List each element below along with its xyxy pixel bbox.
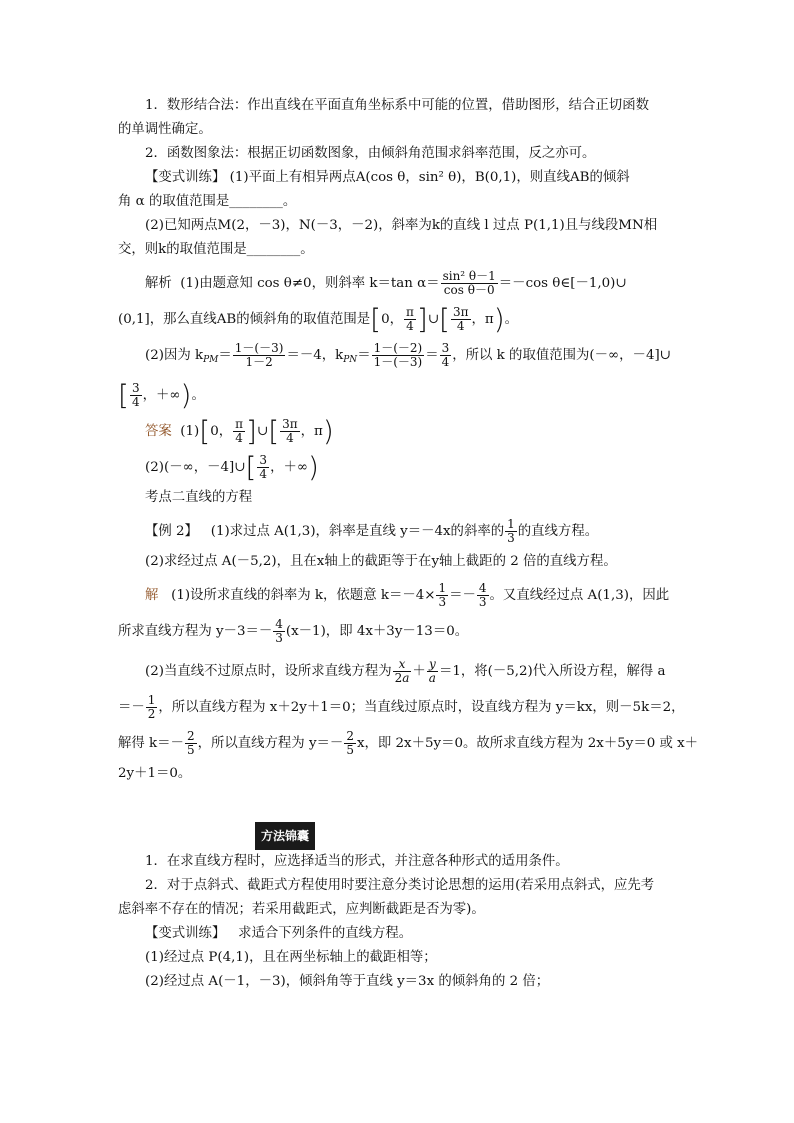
- answer-label: 答案: [145, 424, 172, 439]
- variant2-q1: (1)经过点 P(4,1)，且在两坐标轴上的截距相等；: [145, 950, 437, 965]
- solution-line-4: ＝－ $\frac{1}{2}$ ，所以直线方程为 x＋2y＋1＝0；当直线过原点时，设直线方程为 y＝kx，则－5k＝2，: [118, 693, 685, 721]
- solution-line-6: 2y＋1＝0。: [118, 766, 192, 781]
- analysis-line-2: (0,1]，那么直线AB的倾斜角的取值范围是[0， $\frac{\pi}{4}$ ]∪[ $\frac{3\pi}{4}$ ，π)。: [118, 302, 519, 336]
- solution-line-5: 解得 k＝－ $\frac{2}{5}$ ，所以直线方程为 y＝－ $\frac{2}{5}$ x，即 2x＋5y＝0。故所求直线方程为 2x＋5y＝0 或 x＋: [118, 729, 699, 757]
- variant1-q1-line-a: [118, 166, 678, 190]
- answer-line-2: (2)(－∞，－4]∪[ $\frac{3}{4}$ ，＋∞): [145, 450, 319, 484]
- three-pi-over-4: $\frac{3\pi}{4}$: [452, 305, 469, 333]
- solution-label: 解: [145, 588, 159, 603]
- method-box-title: 方法锦囊: [255, 822, 315, 850]
- document-body: [118, 94, 699, 994]
- method-box-tip-2a: 2．对于点斜式、截距式方程使用时要注意分类讨论思想的运用(若采用点斜式，应先考: [145, 878, 655, 893]
- slope-fraction: $\frac{\text{sin² θ－1}}{\text{cos θ－0}}$: [442, 269, 496, 297]
- analysis-line-4: [ $\frac{3}{4}$ ，＋∞)。: [118, 378, 205, 412]
- pi-over-4: $\frac{\pi}{4}$: [405, 305, 414, 333]
- example2-q1: 【例 2】 (1)求过点 A(1,3)，斜率是直线 y＝－4x的斜率的 $\frac{1}{3}$ 的直线方程。: [145, 517, 599, 545]
- variant2-label: 【变式训练】: [145, 926, 226, 941]
- kpm-fraction: $\frac{1-(-3)}{1-2}$: [234, 341, 284, 369]
- variant1-q1-line-b: 角 α 的取值范围是________。: [118, 194, 297, 209]
- solution-line-1: 解 (1)设所求直线的斜率为 k，依题意 k＝－4× $\frac{1}{3}$ ＝－ $\frac{4}{3}$ 。又直线经过点 A(1,3)，因此: [145, 581, 670, 609]
- variant2-intro: 【变式训练】 求适合下列条件的直线方程。: [145, 926, 413, 941]
- example2-label: 【例 2】: [145, 524, 198, 539]
- variant1-q1-text: (1)平面上有相异两点A(cos θ，sin² θ)，B(0,1)，则直线AB的倾斜: [229, 170, 630, 185]
- method-2: 2．函数图象法：根据正切函数图象，由倾斜角范围求斜率范围，反之亦可。: [145, 146, 596, 161]
- variant1-label: 【变式训练】: [145, 170, 226, 185]
- analysis-line-1: [118, 266, 678, 302]
- analysis-label: 解析: [145, 276, 172, 291]
- variant1-q2-line-b: 交，则k的取值范围是________。: [118, 242, 314, 257]
- example2-q2: (2)求经过点 A(－5,2)，且在x轴上的截距等于在y轴上截距的 2 倍的直线方程。: [145, 554, 617, 569]
- analysis-text-1-end: ＝－cos θ∈[－1,0)∪: [498, 276, 627, 291]
- answer-line-1: 答案 (1)[0， $\frac{\pi}{4}$ ]∪[ $\frac{3\pi}{4}$ ，π): [145, 414, 334, 448]
- analysis-text-2: (0,1]，那么直线AB的倾斜角的取值范围是: [118, 312, 371, 327]
- method-box-row: [118, 822, 678, 850]
- solution-line-2: 所求直线方程为 y－3＝－ $\frac{4}{3}$ (x－1)，即 4x＋3y－13＝0。: [118, 617, 469, 645]
- method-box-tip-1: 1．在求直线方程时，应选择适当的形式，并注意各种形式的适用条件。: [145, 854, 569, 869]
- kpn-fraction: $\frac{1-(-2)}{1-(-3)}$: [373, 341, 423, 369]
- method-1-line-a: 1．数形结合法：作出直线在平面直角坐标系中可能的位置，借助图形，结合正切函数: [145, 98, 649, 113]
- analysis-text-1: (1)由题意知 cos θ≠0，则斜率 k＝tan α＝: [180, 276, 440, 291]
- section2-title: 考点二直线的方程: [145, 490, 253, 505]
- method-1-line-b: 的单调性确定。: [118, 122, 212, 137]
- analysis-line-3: (2)因为 $k_{PM}=$ $\frac{1-(-3)}{1-2}$ ＝－4，$k_{PN}=$ $\frac{1-(-2)}{1-(-3)}$ ＝ $\frac{3}{4}$ ，所以 k 的取值范围为(－∞，－4]∪: [145, 341, 671, 369]
- variant2-q2: (2)经过点 A(－1，－3)，倾斜角等于直线 y＝3x 的倾斜角的 2 倍；: [145, 974, 550, 989]
- method-box-tip-2b: 虑斜率不存在的情况；若采用截距式，应判断截距是否为零)。: [118, 902, 485, 917]
- solution-line-3: (2)当直线不过原点时，设所求直线方程为 $\frac{x}{2a}$ ＋ $\frac{y}{a}$ ＝1，将(－5,2)代入所设方程，解得 a: [145, 657, 666, 685]
- variant1-q2-line-a: (2)已知两点M(2，－3)，N(－3，－2)，斜率为k的直线 l 过点 P(1,1)且与线段MN相: [145, 218, 658, 233]
